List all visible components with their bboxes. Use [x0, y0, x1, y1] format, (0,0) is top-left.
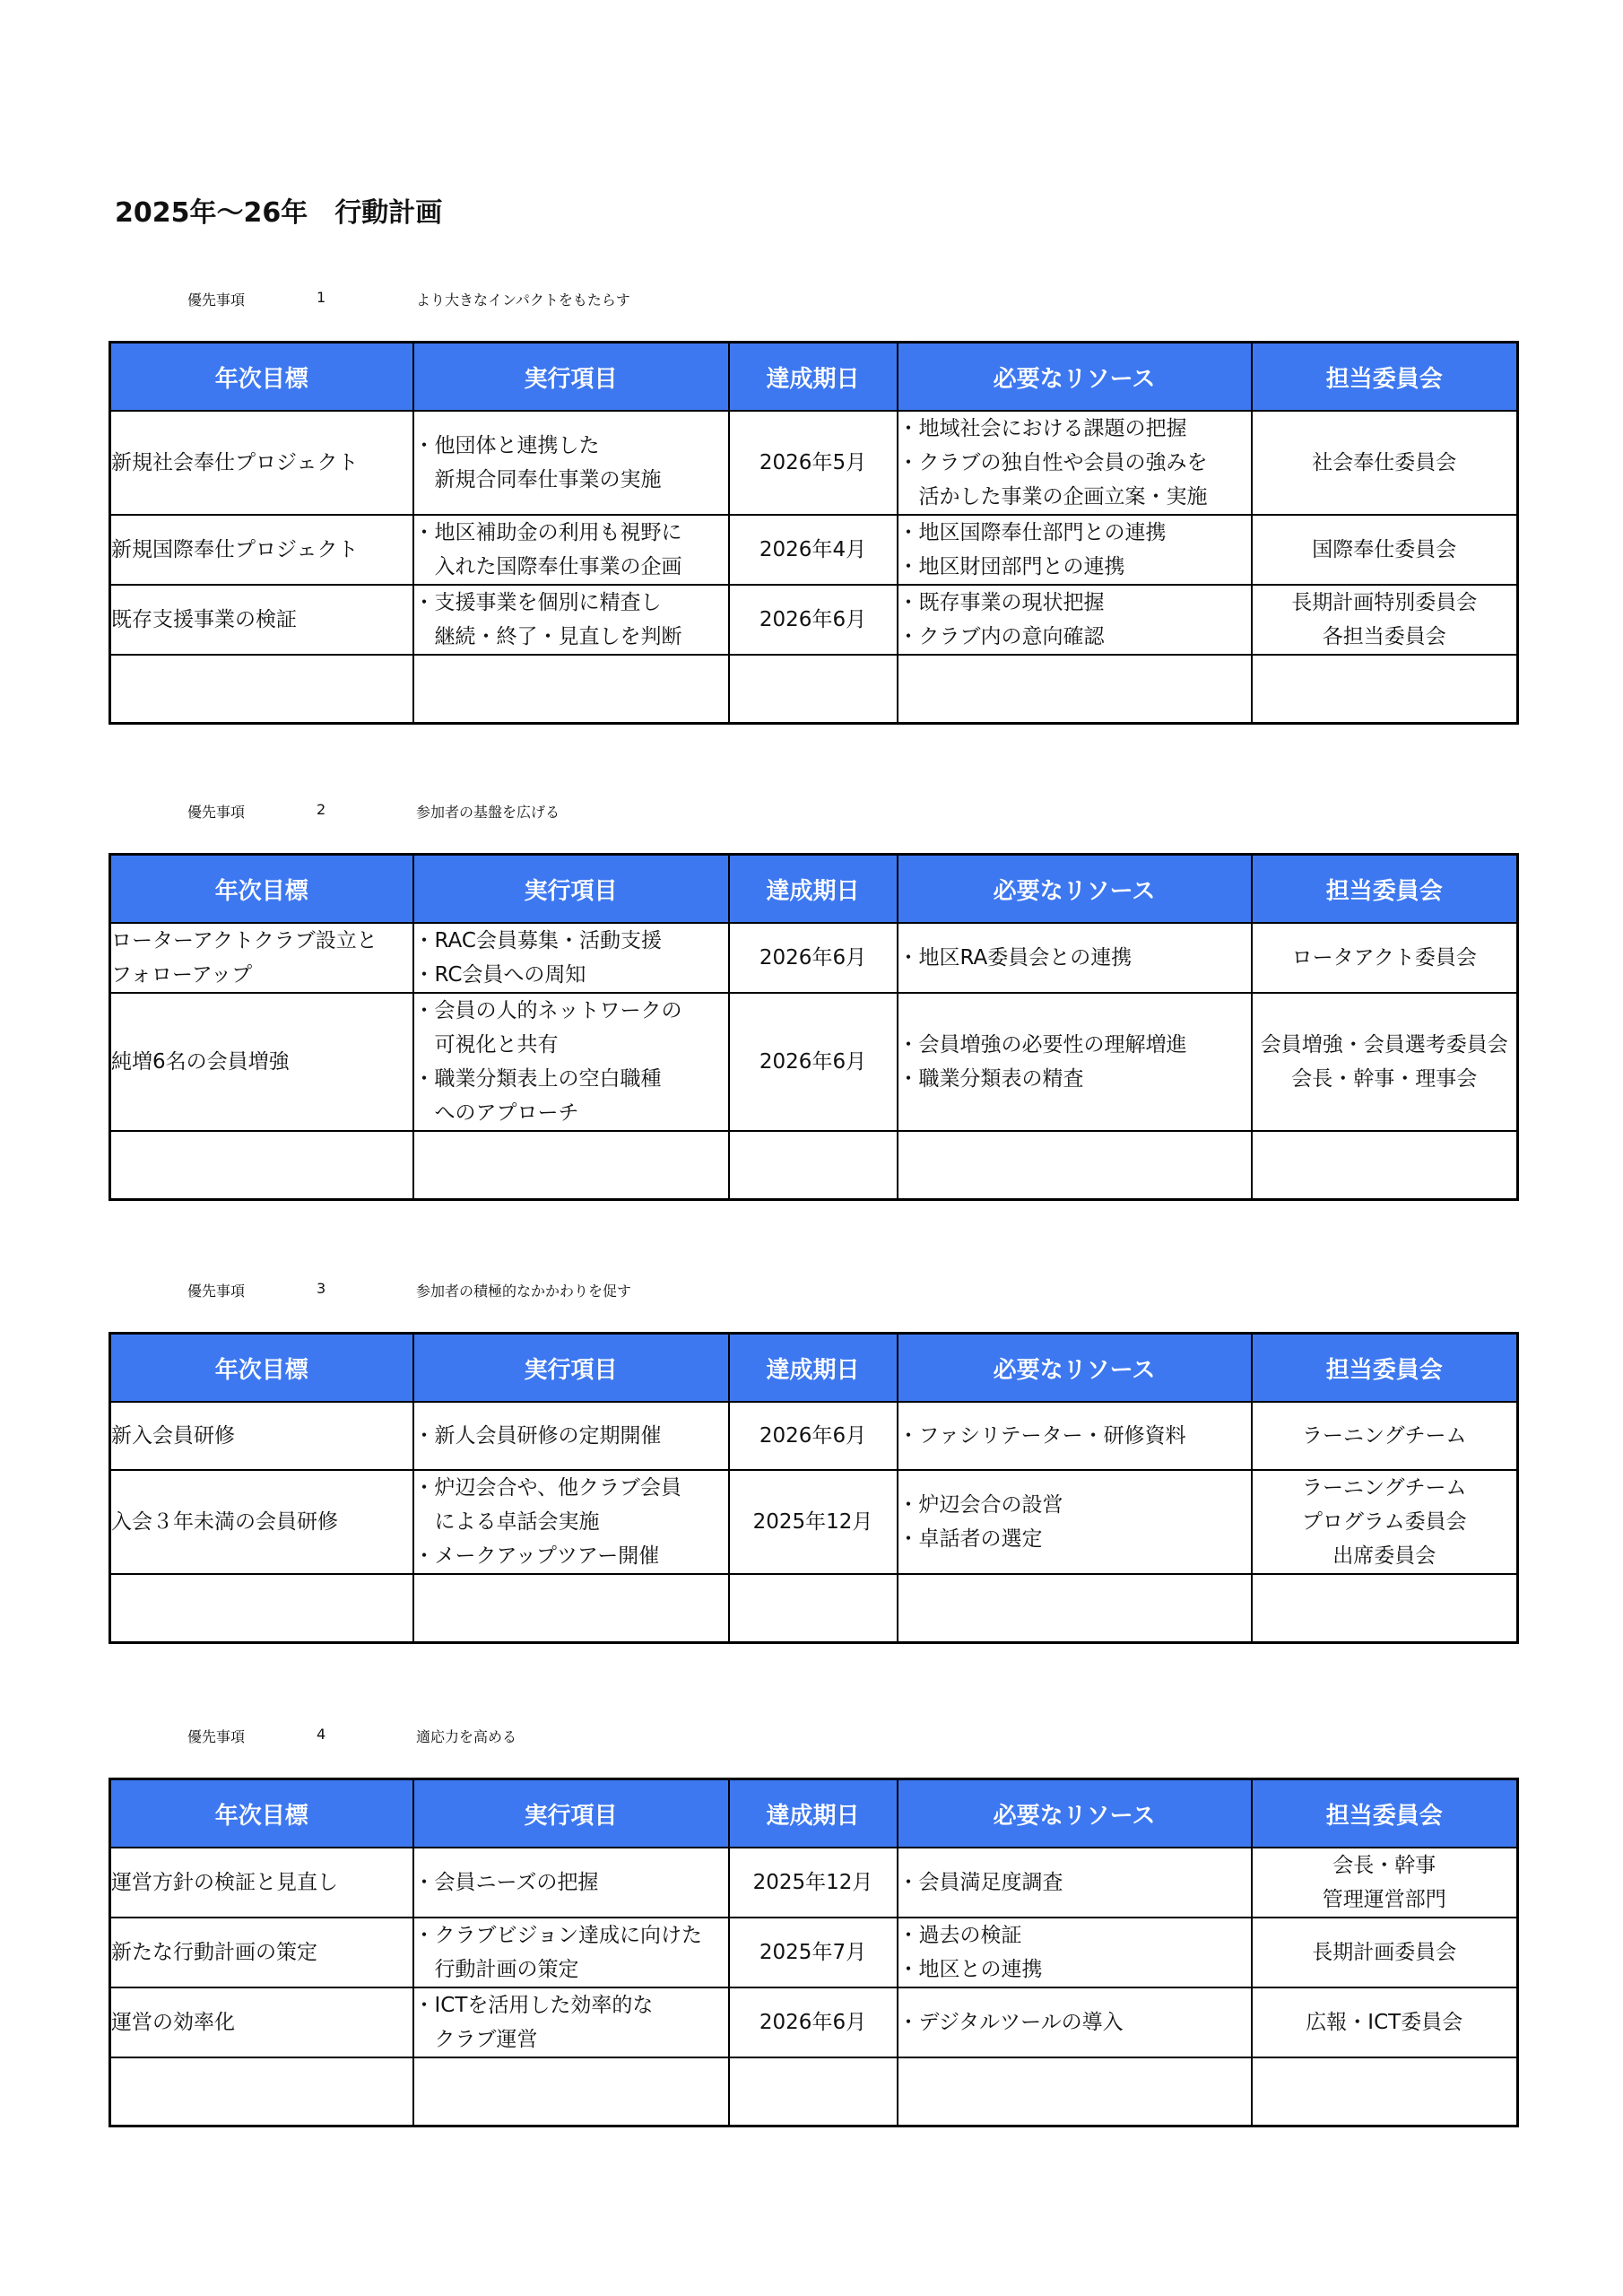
column-header: 達成期日 [729, 343, 898, 412]
table-header-row [110, 1779, 1518, 1848]
resources-cell [898, 1848, 1252, 1918]
column-header: 必要なリソース [898, 855, 1252, 924]
due-date-cell: 2026年6月 [729, 1402, 898, 1470]
empty-row [110, 1574, 1518, 1642]
table-row [110, 515, 1518, 585]
cell-line: ・支援事業を個別に精査し [413, 591, 662, 614]
cell-line: ・他団体と連携した [413, 434, 600, 457]
cell-line: 入会３年未満の会員研修 [111, 1510, 338, 1534]
committee-cell [1252, 993, 1518, 1131]
table-row [110, 585, 1518, 655]
priority-number: 4 [317, 1726, 326, 1743]
column-header: 年次目標 [110, 1779, 413, 1848]
cell-line: 既存支援事業の検証 [111, 608, 297, 631]
resources-cell [898, 515, 1252, 585]
cell-line: ・クラブビジョン達成に向けた [413, 1924, 703, 1947]
goal-cell [110, 993, 413, 1131]
due-date-cell: 2025年12月 [729, 1470, 898, 1574]
cell-line: ラーニングチーム [1301, 1476, 1467, 1500]
empty-cell [413, 655, 729, 723]
column-header: 必要なリソース [898, 1779, 1252, 1848]
action-items-cell [413, 515, 729, 585]
column-header: 実行項目 [413, 343, 729, 412]
action-items-cell [413, 585, 729, 655]
committee-cell [1252, 1987, 1518, 2057]
column-header: 年次目標 [110, 1334, 413, 1403]
cell-line: ・RAC会員募集・活動支援 [413, 929, 662, 952]
cell-line: へのアプローチ [413, 1101, 579, 1125]
priority-title: より大きなインパクトをもたらす [416, 291, 630, 309]
cell-line: 新規国際奉仕プロジェクト [111, 538, 359, 561]
column-header: 実行項目 [413, 1779, 729, 1848]
page-title: 2025年～26年 行動計画 [115, 197, 443, 229]
empty-row [110, 655, 1518, 723]
empty-cell [110, 1574, 413, 1642]
cell-line: ・クラブの独自性や会員の強みを [898, 451, 1208, 474]
resources-cell [898, 993, 1252, 1131]
committee-cell [1252, 515, 1518, 585]
resources-cell [898, 1918, 1252, 1987]
cell-line: 会長・幹事・理事会 [1291, 1067, 1478, 1091]
empty-cell [898, 2057, 1252, 2126]
action-items-cell [413, 923, 729, 993]
action-items-cell [413, 1987, 729, 2057]
goal-cell [110, 1402, 413, 1470]
cell-line: ・新人会員研修の定期開催 [413, 1424, 662, 1448]
column-header: 担当委員会 [1252, 1334, 1518, 1403]
cell-line: 広報・ICT委員会 [1306, 2011, 1463, 2034]
action-plan-table [108, 1778, 1519, 2127]
committee-cell [1252, 1848, 1518, 1918]
due-date-cell: 2026年5月 [729, 411, 898, 515]
empty-cell [898, 1574, 1252, 1642]
cell-line: ・炉辺会合や、他クラブ会員 [413, 1476, 682, 1500]
cell-line: ・地区国際奉仕部門との連携 [898, 521, 1167, 544]
cell-line: 新規社会奉仕プロジェクト [111, 451, 359, 474]
cell-line: ・会員の人的ネットワークの [413, 999, 682, 1022]
cell-line: ・メークアップツアー開催 [413, 1544, 660, 1568]
empty-cell [729, 1574, 898, 1642]
action-items-cell [413, 411, 729, 515]
table-row [110, 993, 1518, 1131]
cell-line: ・卓話者の選定 [898, 1527, 1043, 1551]
empty-cell [729, 655, 898, 723]
resources-cell [898, 923, 1252, 993]
committee-cell [1252, 1918, 1518, 1987]
cell-line: プログラム委員会 [1301, 1510, 1467, 1534]
goal-cell [110, 1987, 413, 2057]
column-header: 年次目標 [110, 855, 413, 924]
cell-line: 長期計画委員会 [1312, 1941, 1457, 1964]
resources-cell [898, 1987, 1252, 2057]
empty-cell [898, 655, 1252, 723]
due-date-cell: 2026年6月 [729, 923, 898, 993]
cell-line: 運営方針の検証と見直し [111, 1871, 338, 1894]
committee-cell [1252, 585, 1518, 655]
table-header-row [110, 343, 1518, 412]
cell-line: 運営の効率化 [111, 2011, 235, 2034]
table-row [110, 1918, 1518, 1987]
cell-line: ・職業分類表の精査 [898, 1067, 1084, 1091]
table-header-row [110, 1334, 1518, 1403]
cell-line: 長期計画特別委員会 [1291, 591, 1478, 614]
column-header: 担当委員会 [1252, 1779, 1518, 1848]
due-date-cell: 2026年6月 [729, 1987, 898, 2057]
empty-cell [110, 1131, 413, 1199]
column-header: 達成期日 [729, 855, 898, 924]
action-plan-table [108, 341, 1519, 725]
empty-cell [413, 1574, 729, 1642]
column-header: 実行項目 [413, 855, 729, 924]
goal-cell [110, 923, 413, 993]
column-header: 実行項目 [413, 1334, 729, 1403]
priority-number: 3 [317, 1280, 326, 1297]
committee-cell [1252, 411, 1518, 515]
empty-cell [1252, 1131, 1518, 1199]
priority-label: 優先事項 [187, 1728, 246, 1745]
cell-line: 新たな行動計画の策定 [111, 1941, 317, 1964]
column-header: 年次目標 [110, 343, 413, 412]
empty-cell [898, 1131, 1252, 1199]
cell-line: 活かした事業の企画立案・実施 [898, 485, 1208, 509]
cell-line: 新規合同奉仕事業の実施 [413, 468, 662, 491]
priority-label: 優先事項 [187, 804, 246, 821]
due-date-cell: 2026年4月 [729, 515, 898, 585]
cell-line: 会長・幹事 [1332, 1854, 1436, 1877]
cell-line: 可視化と共有 [413, 1033, 559, 1057]
empty-row [110, 1131, 1518, 1199]
cell-line: ・過去の検証 [898, 1924, 1022, 1947]
priority-label: 優先事項 [187, 291, 246, 309]
cell-line: クラブ運営 [413, 2028, 538, 2051]
resources-cell [898, 411, 1252, 515]
cell-line: 国際奉仕委員会 [1312, 538, 1457, 561]
column-header: 達成期日 [729, 1334, 898, 1403]
cell-line: ・地区との連携 [898, 1958, 1043, 1981]
action-plan-table [108, 1332, 1519, 1644]
cell-line: 各担当委員会 [1322, 625, 1446, 648]
table-row [110, 1470, 1518, 1574]
priority-number: 1 [317, 289, 326, 306]
empty-cell [1252, 655, 1518, 723]
cell-line: フォローアップ [111, 963, 253, 987]
cell-line: ・会員増強の必要性の理解増進 [898, 1033, 1187, 1057]
action-items-cell [413, 1848, 729, 1918]
action-plan-table [108, 853, 1519, 1201]
due-date-cell: 2026年6月 [729, 585, 898, 655]
cell-line: 出席委員会 [1332, 1544, 1436, 1568]
cell-line: ・会員ニーズの把握 [413, 1871, 599, 1894]
action-items-cell [413, 1918, 729, 1987]
column-header: 担当委員会 [1252, 855, 1518, 924]
empty-cell [1252, 1574, 1518, 1642]
cell-line: による卓話会実施 [413, 1510, 600, 1534]
cell-line: ・炉辺会合の設営 [898, 1493, 1063, 1517]
cell-line: ・既存事業の現状把握 [898, 591, 1105, 614]
cell-line: 社会奉仕委員会 [1312, 451, 1457, 474]
goal-cell [110, 1470, 413, 1574]
empty-cell [413, 1131, 729, 1199]
cell-line: ・クラブ内の意向確認 [898, 625, 1105, 648]
priority-title: 参加者の基盤を広げる [416, 804, 560, 821]
priority-number: 2 [317, 801, 326, 818]
resources-cell [898, 1470, 1252, 1574]
empty-cell [1252, 2057, 1518, 2126]
table-row [110, 1402, 1518, 1470]
cell-line: 継続・終了・見直しを判断 [413, 625, 682, 648]
priority-title: 参加者の積極的なかかわりを促す [416, 1283, 632, 1300]
committee-cell [1252, 923, 1518, 993]
cell-line: ラーニングチーム [1301, 1424, 1467, 1448]
table-header-row [110, 855, 1518, 924]
empty-row [110, 2057, 1518, 2126]
priority-title: 適応力を高める [416, 1728, 517, 1745]
empty-cell [729, 2057, 898, 2126]
cell-line: 会員増強・会員選考委員会 [1260, 1033, 1508, 1057]
cell-line: ・地区補助金の利用も視野に [413, 521, 682, 544]
committee-cell [1252, 1470, 1518, 1574]
due-date-cell: 2026年6月 [729, 993, 898, 1131]
priority-label: 優先事項 [187, 1283, 246, 1300]
column-header: 達成期日 [729, 1779, 898, 1848]
due-date-cell: 2025年7月 [729, 1918, 898, 1987]
cell-line: 入れた国際奉仕事業の企画 [413, 555, 682, 578]
cell-line: ・会員満足度調査 [898, 1871, 1063, 1894]
cell-line: ・RC会員への周知 [413, 963, 586, 987]
action-items-cell [413, 1402, 729, 1470]
table-row [110, 1987, 1518, 2057]
cell-line: ・ICTを活用した効率的な [413, 1994, 654, 2017]
empty-cell [110, 655, 413, 723]
empty-cell [110, 2057, 413, 2126]
column-header: 必要なリソース [898, 343, 1252, 412]
cell-line: ・地区財団部門との連携 [898, 555, 1125, 578]
due-date-cell: 2025年12月 [729, 1848, 898, 1918]
action-items-cell [413, 1470, 729, 1574]
empty-cell [413, 2057, 729, 2126]
cell-line: ・デジタルツールの導入 [898, 2011, 1124, 2034]
cell-line: ロータアクト委員会 [1291, 946, 1477, 970]
cell-line: ・地域社会における課題の把握 [898, 417, 1187, 440]
cell-line: ・地区RA委員会との連携 [898, 946, 1133, 970]
cell-line: ・職業分類表上の空白職種 [413, 1067, 662, 1091]
table-row [110, 411, 1518, 515]
goal-cell [110, 411, 413, 515]
action-items-cell [413, 993, 729, 1131]
cell-line: 純増6名の会員増強 [111, 1050, 290, 1074]
cell-line: 行動計画の策定 [413, 1958, 579, 1981]
cell-line: ローターアクトクラブ設立と [111, 929, 378, 952]
empty-cell [729, 1131, 898, 1199]
resources-cell [898, 585, 1252, 655]
goal-cell [110, 1918, 413, 1987]
resources-cell [898, 1402, 1252, 1470]
table-row [110, 1848, 1518, 1918]
goal-cell [110, 585, 413, 655]
goal-cell [110, 515, 413, 585]
cell-line: 新入会員研修 [111, 1424, 235, 1448]
cell-line: 管理運営部門 [1322, 1888, 1446, 1911]
goal-cell [110, 1848, 413, 1918]
column-header: 必要なリソース [898, 1334, 1252, 1403]
cell-line: ・ファシリテーター・研修資料 [898, 1424, 1186, 1448]
column-header: 担当委員会 [1252, 343, 1518, 412]
committee-cell [1252, 1402, 1518, 1470]
table-row [110, 923, 1518, 993]
